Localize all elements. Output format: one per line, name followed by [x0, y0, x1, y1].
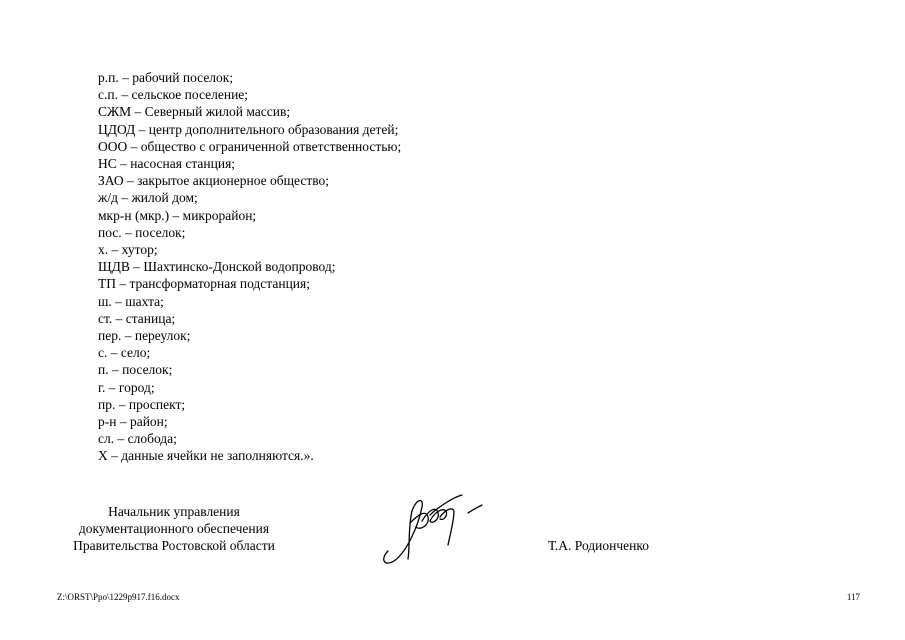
list-item: ЦДОД – центр дополнительного образования детей; — [98, 121, 399, 137]
list-item: ш. – шахта; — [98, 293, 164, 309]
list-item: ЗАО – закрытое акционерное общество; — [98, 173, 330, 189]
position-line: Правительства Ростовской области — [73, 538, 275, 553]
list-item: п. – поселок; — [98, 362, 173, 378]
signatory-position — [56, 503, 292, 554]
list-item: пер. – переулок; — [98, 328, 191, 344]
list-item: р-н – район; — [98, 414, 168, 430]
list-item: ст. – станица; — [98, 310, 176, 326]
handwritten-signature — [378, 487, 490, 567]
list-item: мкр-н (мкр.) – микрорайон; — [98, 207, 257, 223]
list-item: НС – насосная станция; — [98, 156, 236, 172]
list-item: ЩДВ – Шахтинско-Донской водопровод; — [98, 259, 336, 275]
list-item: пос. – поселок; — [98, 224, 186, 240]
list-item: ж/д – жилой дом; — [98, 190, 198, 206]
list-item: ООО – общество с ограниченной ответственностью; — [98, 138, 402, 154]
list-item: Х – данные ячейки не заполняются.». — [98, 448, 314, 464]
list-item: СЖМ – Северный жилой массив; — [98, 104, 291, 120]
list-item: с.п. – сельское поселение; — [98, 87, 249, 103]
list-item: ТП – трансформаторная подстанция; — [98, 276, 310, 292]
list-item: с. – село; — [98, 345, 151, 361]
signatory-name: Т.А. Родионченко — [548, 538, 649, 553]
position-line: Начальник управления — [108, 504, 240, 519]
position-line: документационного обеспечения — [78, 521, 270, 536]
list-item: г. – город; — [98, 379, 155, 395]
page-number: 117 — [846, 592, 860, 602]
list-item: сл. – слобода; — [98, 431, 177, 447]
list-item: р.п. – рабочий поселок; — [98, 70, 234, 85]
abbreviation-list — [98, 69, 401, 465]
list-item: х. – хутор; — [98, 242, 158, 258]
list-item: пр. – проспект; — [98, 396, 186, 412]
footer-file-path: Z:\ORST\Ppo\1229p917.f16.docx — [57, 592, 180, 602]
